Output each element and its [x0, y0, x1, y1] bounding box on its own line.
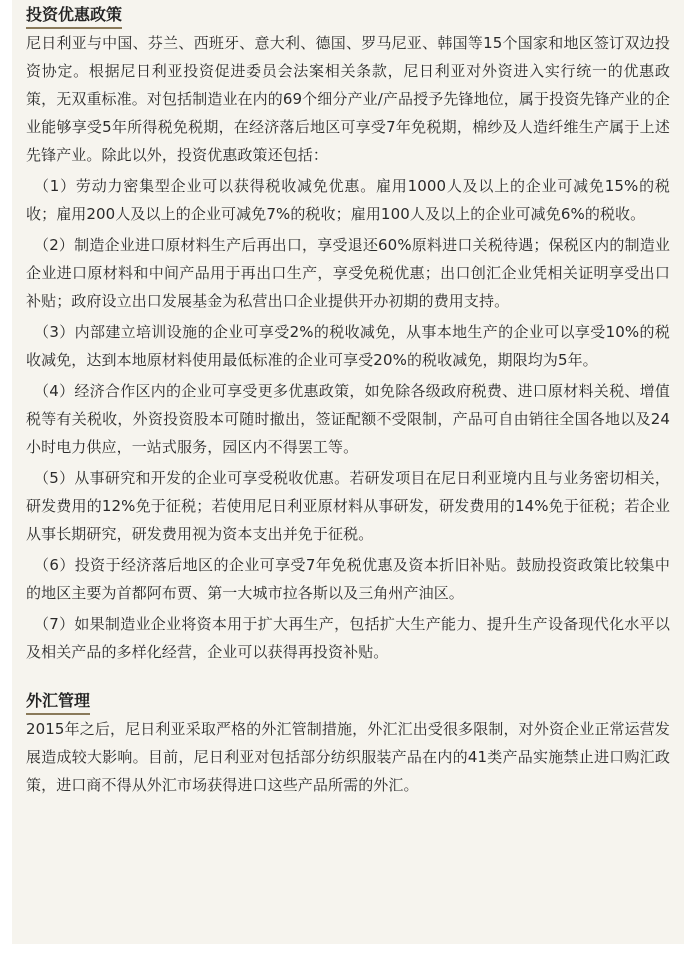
incentive-item-7: （7）如果制造业企业将资本用于扩大再生产，包括扩大生产能力、提升生产设备现代化水平以及相关产品的多样化经营，企业可以获得再投资补贴。 [26, 615, 670, 661]
incentive-item-6: （6）投资于经济落后地区的企业可享受7年免税优惠及资本折旧补贴。鼓励投资政策比较集中的地区主要为首都阿布贾、第一大城市拉各斯以及三角州产油区。 [26, 556, 670, 602]
section-title-foreign-exchange: 外汇管理 [26, 690, 90, 715]
section-foreign-exchange [26, 690, 670, 799]
investment-intro-paragraph: 尼日利亚与中国、芬兰、西班牙、意大利、德国、罗马尼亚、韩国等15个国家和地区签订双边投资协定。根据尼日利亚投资促进委员会法案相关条款，尼日利亚对外资进入实行统一的优惠政策，无双重标准。对包括制造业在内的69个细分产业/产品授予先锋地位，属于投资先锋产业的企业能够享受5年所得税免税期，在经济落后地区可享受7年免税期，棉纱及人造纤维生产属于上述先锋产业。除此以外，投资优惠政策还包括： [26, 34, 670, 164]
incentive-item-5: （5）从事研究和开发的企业可享受税收优惠。若研发项目在尼日利亚境内且与业务密切相关，研发费用的12%免于征税；若使用尼日利亚原材料从事研发，研发费用的14%免于征税；若企业从事长期研究，研发费用视为资本支出并免于征税。 [26, 469, 670, 543]
section-investment-incentives [26, 4, 670, 666]
section-title-investment-incentives: 投资优惠政策 [26, 4, 122, 29]
foreign-exchange-paragraph: 2015年之后，尼日利亚采取严格的外汇管制措施，外汇汇出受很多限制，对外资企业正常运营发展造成较大影响。目前，尼日利亚对包括部分纺织服装产品在内的41类产品实施禁止进口购汇政策，进口商不得从外汇市场获得进口这些产品所需的外汇。 [26, 720, 670, 794]
incentive-item-2: （2）制造企业进口原材料生产后再出口，享受退还60%原料进口关税待遇；保税区内的制造业企业进口原材料和中间产品用于再出口生产，享受免税优惠；出口创汇企业凭相关证明享受出口补贴；政府设立出口发展基金为私营出口企业提供开办初期的费用支持。 [26, 236, 670, 310]
article-page [12, 0, 684, 944]
incentive-item-3: （3）内部建立培训设施的企业可享受2%的税收减免，从事本地生产的企业可以享受10%的税收减免，达到本地原材料使用最低标准的企业可享受20%的税收减免，期限均为5年。 [26, 323, 670, 369]
incentive-item-4: （4）经济合作区内的企业可享受更多优惠政策，如免除各级政府税费、进口原材料关税、增值税等有关税收，外资投资股本可随时撤出，签证配额不受限制，产品可自由销往全国各地以及24小时电力供应，一站式服务，园区内不得罢工等。 [26, 382, 670, 456]
incentive-item-1: （1）劳动力密集型企业可以获得税收减免优惠。雇用1000人及以上的企业可减免15%的税收；雇用200人及以上的企业可减免7%的税收；雇用100人及以上的企业可减免6%的税收。 [26, 177, 670, 223]
